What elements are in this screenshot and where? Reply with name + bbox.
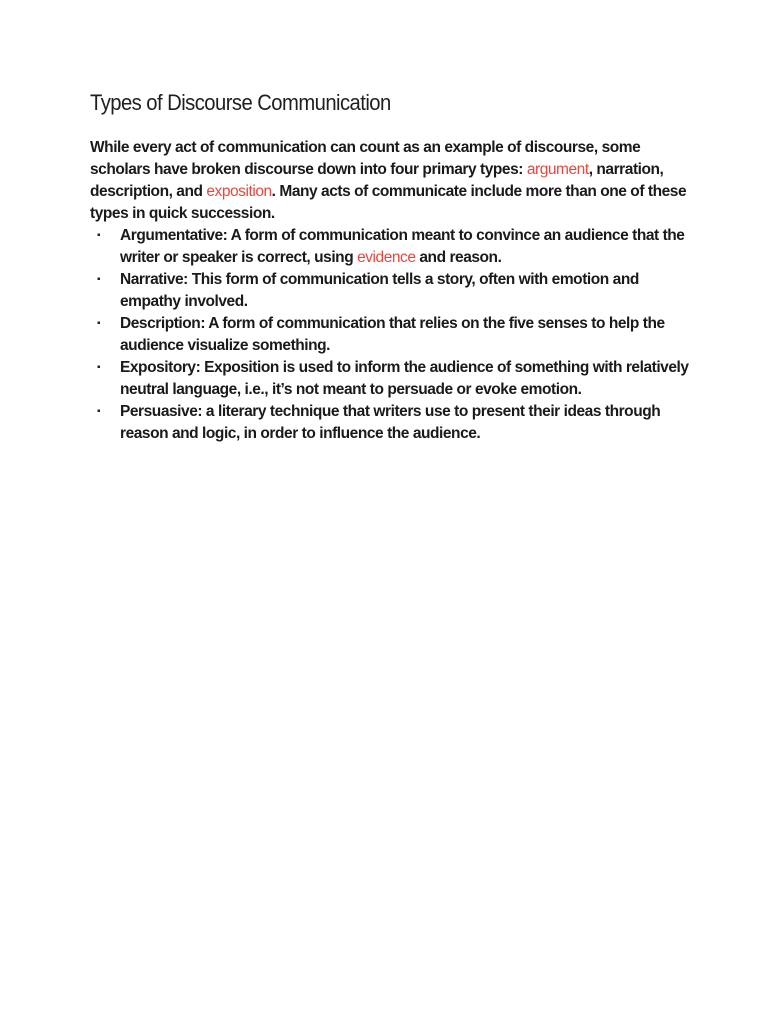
bullet-square-icon: ▪ <box>97 362 101 373</box>
bullet-square-icon: ▪ <box>97 274 101 285</box>
argumentative-text-end: and reason. <box>415 249 502 266</box>
document-title: Types of Discourse Communication <box>90 90 391 115</box>
intro-text-middle: , narration, description, and <box>90 161 664 200</box>
list-item-narrative <box>90 269 695 313</box>
description-text: Description: A form of communication that relies on the five senses to help the audience visualize something. <box>120 315 665 354</box>
bullet-square-icon: ▪ <box>97 318 101 329</box>
list-item-argumentative <box>90 225 695 269</box>
list-item-description <box>90 313 695 357</box>
bullet-square-icon: ▪ <box>97 406 101 417</box>
argument-link[interactable]: argument <box>526 161 589 178</box>
intro-paragraph <box>90 137 700 225</box>
narrative-text: Narrative: This form of communication tells a story, often with emotion and empathy involved. <box>120 271 639 310</box>
intro-text-start: While every act of communication can count as an example of discourse, some scholars have broken discourse down into four primary types: <box>90 139 641 178</box>
list-item-expository <box>90 357 695 401</box>
argumentative-text-start: Argumentative: A form of communication meant to convince an audience that the writer or speaker is correct, using <box>120 227 685 266</box>
intro-text-end: . Many acts of communicate include more than one of these types in quick succession. <box>90 183 687 222</box>
exposition-link[interactable]: exposition <box>206 183 272 200</box>
bullet-square-icon: ▪ <box>97 230 101 241</box>
expository-text: Expository: Exposition is used to inform the audience of something with relatively neutral language, i.e., it’s not meant to persuade or evoke emotion. <box>120 359 689 398</box>
discourse-types-list <box>90 225 730 445</box>
document-body <box>90 137 730 445</box>
evidence-link[interactable]: evidence <box>357 249 416 266</box>
list-item-persuasive <box>90 401 695 445</box>
persuasive-text: Persuasive: a literary technique that writers use to present their ideas through reason and logic, in order to influence the audience. <box>120 403 661 442</box>
